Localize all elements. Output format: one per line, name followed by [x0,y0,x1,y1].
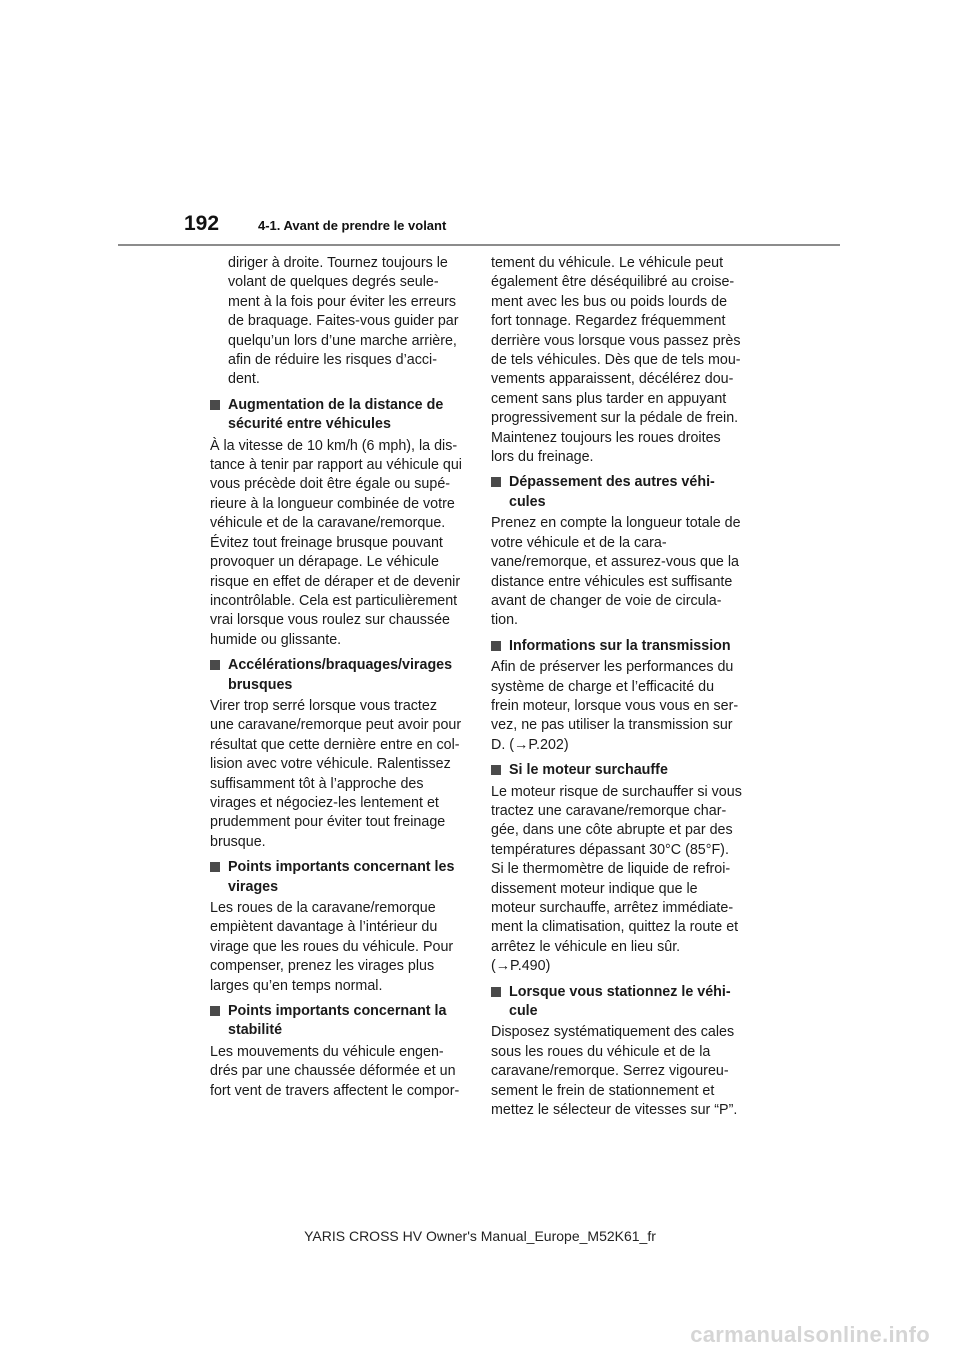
section-body: Le moteur risque de surchauffer si vous tractez une caravane/remorque char-gée, dans une côte abrupte et par des températures dépassant 30°C (85°F). Si le thermomètre de liquide de refroi-dissement moteur indique que le moteur surchauffe, arrêtez immédiate-ment la climatisation, quittez la route et arrêtez le véhicule en lieu sûr. (→P.490) [491,783,742,975]
section-heading [491,473,743,512]
header-divider [118,244,840,246]
square-bullet-icon [491,641,501,651]
square-bullet-icon [210,1006,220,1016]
section-body: Les mouvements du véhicule engen-drés par une chaussée déformée et un fort vent de travers affectent le compor- [210,1043,460,1099]
square-bullet-icon [210,660,220,670]
site-watermark: carmanualsonline.info [690,1322,930,1347]
square-bullet-icon [210,400,220,410]
section-body: Les roues de la caravane/remorque empiètent davantage à l’intérieur du virage que les roues du véhicule. Pour compenser, prenez les virages plus larges qu’en temps normal. [210,900,454,994]
section-body: À la vitesse de 10 km/h (6 mph), la dis-tance à tenir par rapport au véhicule qui vous précède doit être égale ou supé-rieure à la longueur combinée de votre véhicule et de la caravane/remorque. Évitez tout freinage brusque pouvant provoquer un dérapage. Le véhicule risque en effet de déraper et de devenir incontrôlable. Cela est particulièrement vrai lorsque vous roulez sur chaussée humide ou glissante. [210,437,462,648]
right-column [491,254,743,1126]
section-heading-text: Si le moteur surchauffe [509,762,668,779]
square-bullet-icon [491,987,501,997]
left-column [210,254,462,1107]
section-heading [491,637,743,656]
section-heading-text: Points importants concernant la stabilité [228,1003,447,1039]
section-heading [210,1002,462,1041]
section-heading [210,858,462,897]
section-heading [491,761,743,780]
right-intro-paragraph: tement du véhicule. Le véhicule peut également être déséquilibré au croise-ment avec les bus ou poids lourds de fort tonnage. Regardez fréquemment derrière vous lorsque vous passez près de tels véhicules. Dès que de tels mou-vements apparaissent, décélérez dou-cement sans plus tarder en appuyant progressivement sur la pédale de frein. Maintenez toujours les roues droites lors du freinage. [491,255,741,466]
section-heading-text: Augmentation de la distance de sécurité entre véhicules [228,396,444,433]
square-bullet-icon [491,765,501,775]
section-body: Afin de préserver les performances du système de charge et l’efficacité du frein moteur, lorsque vous vous en ser-vez, ne pas utiliser la transmission sur D. (→P.202) [491,659,739,753]
section-heading [210,396,462,435]
footer-manual-title: YARIS CROSS HV Owner's Manual_Europe_M52K61_fr [304,1228,656,1244]
left-intro-paragraph: diriger à droite. Tournez toujours le volant de quelques degrés seule-ment à la fois pour éviter les erreurs de braquage. Faites-vous guider par quelqu’un lors d’une marche arrière, afin de réduire les risques d’acci-dent. [228,255,459,388]
section-body: Virer trop serré lorsque vous tractez une caravane/remorque peut avoir pour résultat que cette dernière entre en col-lision avec votre véhicule. Ralentissez suffisamment tôt à l’approche des virages et négociez-les lentement et prudemment pour éviter tout freinage brusque. [210,697,462,850]
section-heading-text: Lorsque vous stationnez le véhi-cule [509,983,731,1020]
section-heading [491,983,743,1022]
section-heading-text: Informations sur la transmission [509,637,731,654]
section-heading-text: Dépassement des autres véhi-cules [509,474,715,510]
section-title: 4-1. Avant de prendre le volant [258,218,447,233]
square-bullet-icon [210,862,220,872]
section-body: Disposez systématiquement des cales sous les roues du véhicule et de la caravane/remorque. Serrez vigoureu-sement le frein de stationnement et mettez le sélecteur de vitesses sur “P”. [491,1024,738,1119]
page-number: 192 [184,212,220,235]
square-bullet-icon [491,477,501,487]
section-body: Prenez en compte la longueur totale de votre véhicule et de la cara-vane/remorque, et assurez-vous que la distance entre véhicules est suffisante avant de changer de voie de circula-tion. [491,515,741,629]
section-heading [210,656,462,695]
section-heading-text: Points importants concernant les virages [228,859,455,895]
section-heading-text: Accélérations/braquages/virages brusques [228,657,453,693]
